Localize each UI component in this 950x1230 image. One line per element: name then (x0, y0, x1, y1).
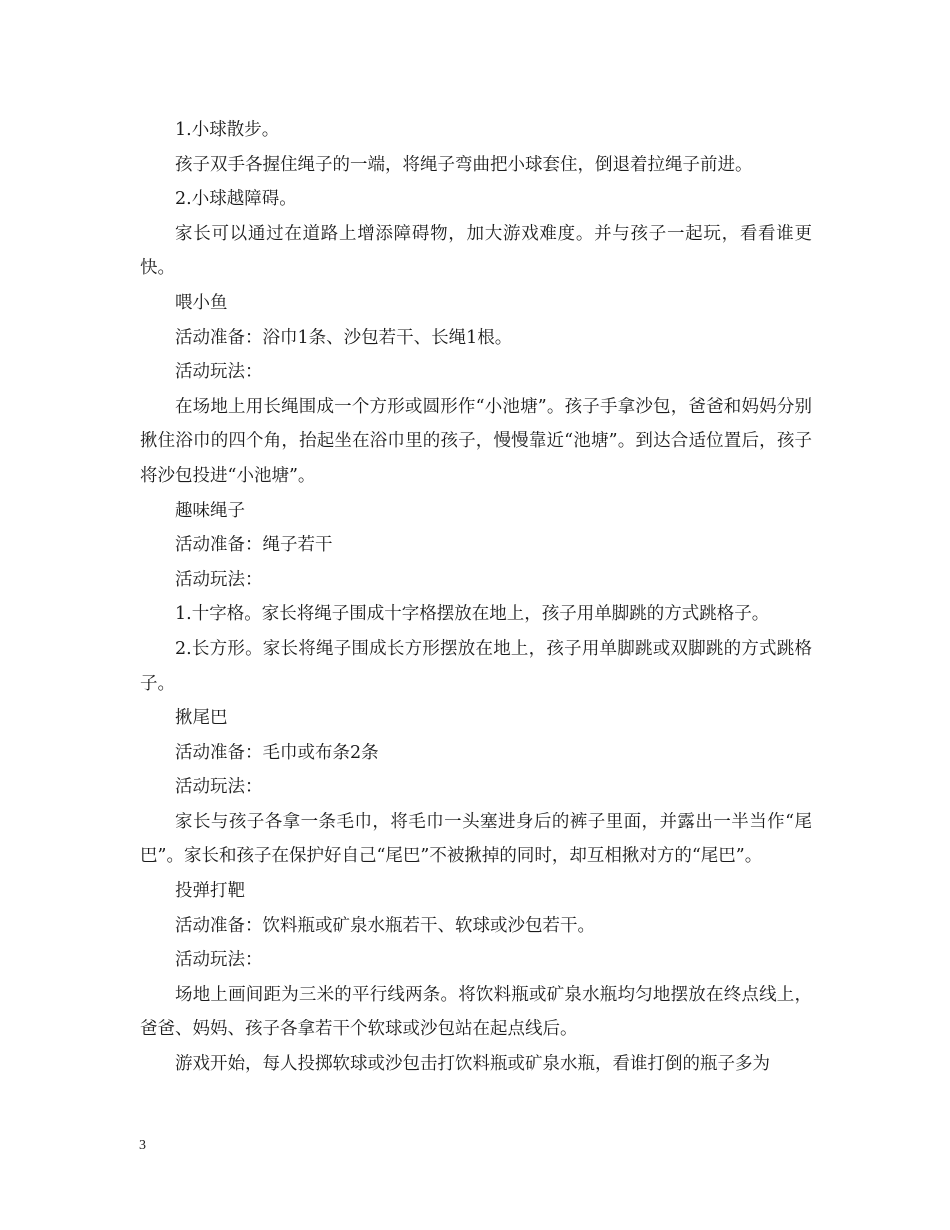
paragraph: 2.小球越障碍。 (175, 189, 297, 210)
paragraph: 活动玩法： (175, 362, 263, 383)
paragraph: 孩子双手各握住绳子的一端，将绳子弯曲把小球套住，倒退着拉绳子前进。 (175, 154, 753, 175)
paragraph: 活动准备：浴巾1条、沙包若干、长绳1根。 (175, 327, 513, 348)
paragraph: 游戏开始，每人投掷软球或沙包击打饮料瓶或矿泉水瓶，看谁打倒的瓶子多为 (175, 1054, 770, 1075)
section-heading: 投弹打靶 (175, 881, 245, 902)
paragraph: 在场地上用长绳围成一个方形或圆形作“小池塘”。孩子手拿沙包，爸爸和妈妈分别揪住浴巾的四个角，抬起坐在浴巾里的孩子，慢慢靠近“池塘”。到达合适位置后，孩子将沙包投进“小池塘”。 (140, 396, 812, 486)
section-heading: 喂小鱼 (175, 292, 228, 313)
paragraph: 1.十字格。家长将绳子围成十字格摆放在地上，孩子用单脚跳的方式跳格子。 (175, 604, 770, 625)
paragraph: 2.长方形。家长将绳子围成长方形摆放在地上，孩子用单脚跳或双脚跳的方式跳格子。 (140, 638, 812, 694)
section-heading: 揪尾巴 (175, 708, 228, 729)
paragraph: 活动准备：饮料瓶或矿泉水瓶若干、软球或沙包若干。 (175, 915, 595, 936)
paragraph: 活动准备：绳子若干 (175, 535, 333, 556)
paragraph: 场地上画间距为三米的平行线两条。将饮料瓶或矿泉水瓶均匀地摆放在终点线上，爸爸、妈妈、孩子各拿若干个软球或沙包站在起点线后。 (140, 984, 812, 1040)
document-body (140, 113, 812, 1082)
paragraph: 活动玩法： (175, 950, 263, 971)
page-number: 3 (139, 1138, 146, 1153)
paragraph: 活动玩法： (175, 569, 263, 590)
section-heading: 趣味绳子 (175, 500, 245, 521)
paragraph: 活动准备：毛巾或布条2条 (175, 742, 379, 763)
paragraph: 活动玩法： (175, 777, 263, 798)
paragraph: 1.小球散步。 (175, 120, 280, 140)
paragraph: 家长可以通过在道路上增添障碍物，加大游戏难度。并与孩子一起玩，看看谁更快。 (140, 223, 812, 279)
paragraph: 家长与孩子各拿一条毛巾，将毛巾一头塞进身后的裤子里面，并露出一半当作“尾巴”。家长和孩子在保护好自己“尾巴”不被揪掉的同时，却互相揪对方的“尾巴”。 (140, 811, 812, 867)
